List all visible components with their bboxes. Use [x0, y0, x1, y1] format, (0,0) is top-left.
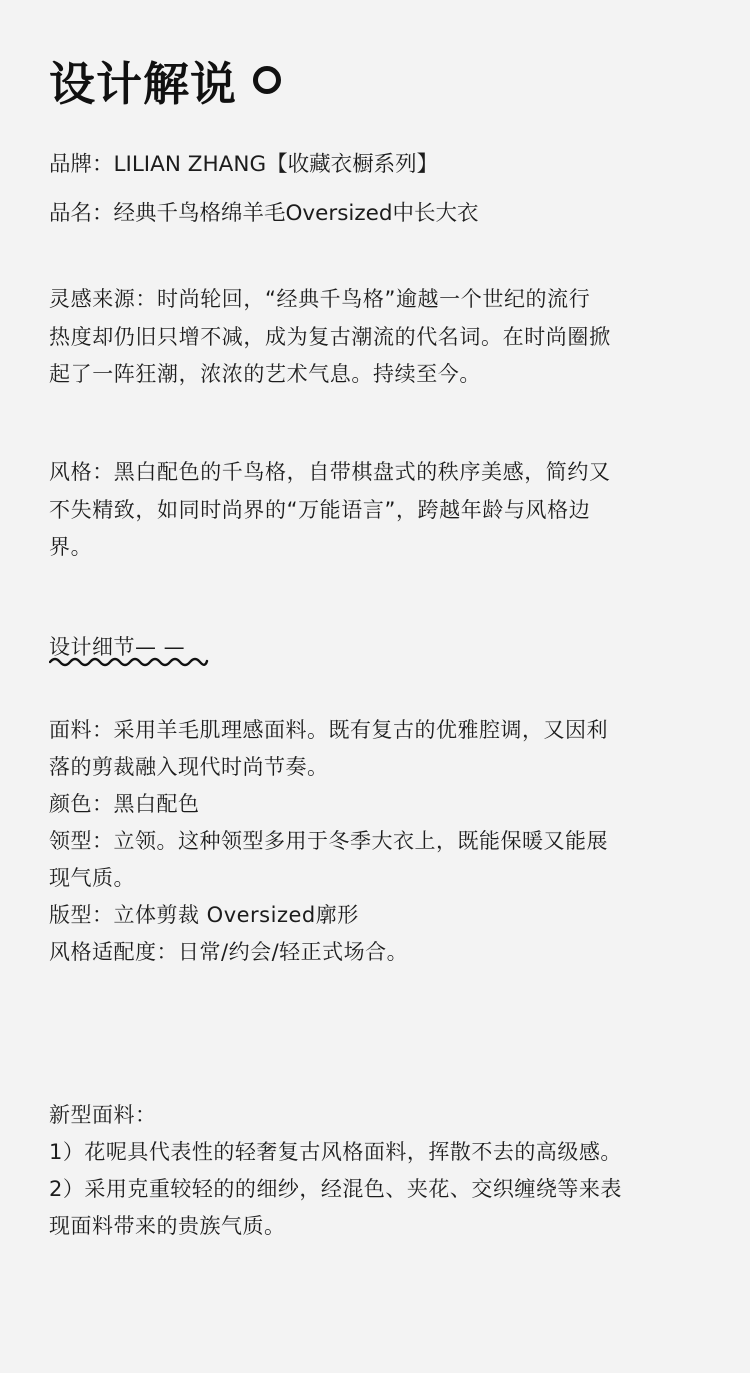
- wavy-underline: [49, 654, 209, 668]
- inspiration-line: 灵感来源：时尚轮回，“经典千鸟格”逾越一个世纪的流行: [49, 287, 591, 311]
- style-paragraph: [49, 454, 611, 567]
- fabric-line: 2）采用克重较轻的的细纱，经混色、夹花、交织缠绕等来表: [49, 1177, 622, 1201]
- style-line: 不失精致，如同时尚界的“万能语言”，跨越年龄与风格边: [49, 497, 591, 522]
- title-row: [49, 52, 281, 116]
- detail-line: 版型：立体剪裁 Oversized廓形: [49, 903, 359, 927]
- detail-line: 颜色：黑白配色: [49, 792, 200, 816]
- inspiration-paragraph: [49, 281, 611, 394]
- inspiration-line: 起了一阵狂潮，浓浓的艺术气息。持续至今。: [49, 362, 481, 386]
- page-title: 设计解说: [49, 57, 237, 111]
- detail-line: 领型：立领。这种领型多用于冬季大衣上，既能保暖又能展: [49, 829, 608, 853]
- section-heading: 设计细节— —: [49, 635, 186, 659]
- fabric-line: 1）花呢具代表性的轻奢复古风格面料，挥散不去的高级感。: [49, 1140, 622, 1164]
- product-name-line: 品名：经典千鸟格绵羊毛Oversized中长大衣: [49, 201, 479, 226]
- detail-line: 现气质。: [49, 866, 135, 890]
- fabric-line: 现面料带来的贵族气质。: [49, 1214, 286, 1238]
- detail-line: 风格适配度：日常/约会/轻正式场合。: [49, 940, 409, 964]
- product-info: [49, 150, 479, 229]
- fabric-line: 新型面料：: [49, 1103, 157, 1127]
- circle-icon: [253, 66, 281, 94]
- design-details: [49, 712, 608, 971]
- style-line: 风格：黑白配色的千鸟格，自带棋盘式的秩序美感，简约又: [49, 460, 611, 484]
- fabric-section: [49, 1097, 622, 1245]
- style-line: 界。: [49, 535, 93, 559]
- detail-line: 面料：采用羊毛肌理感面料。既有复古的优雅腔调，又因利: [49, 718, 608, 742]
- inspiration-line: 热度却仍旧只增不减，成为复古潮流的代名词。在时尚圈掀: [49, 324, 611, 349]
- detail-line: 落的剪裁融入现代时尚节奏。: [49, 755, 329, 779]
- brand-line: 品牌：LILIAN ZHANG【收藏衣橱系列】: [49, 152, 439, 177]
